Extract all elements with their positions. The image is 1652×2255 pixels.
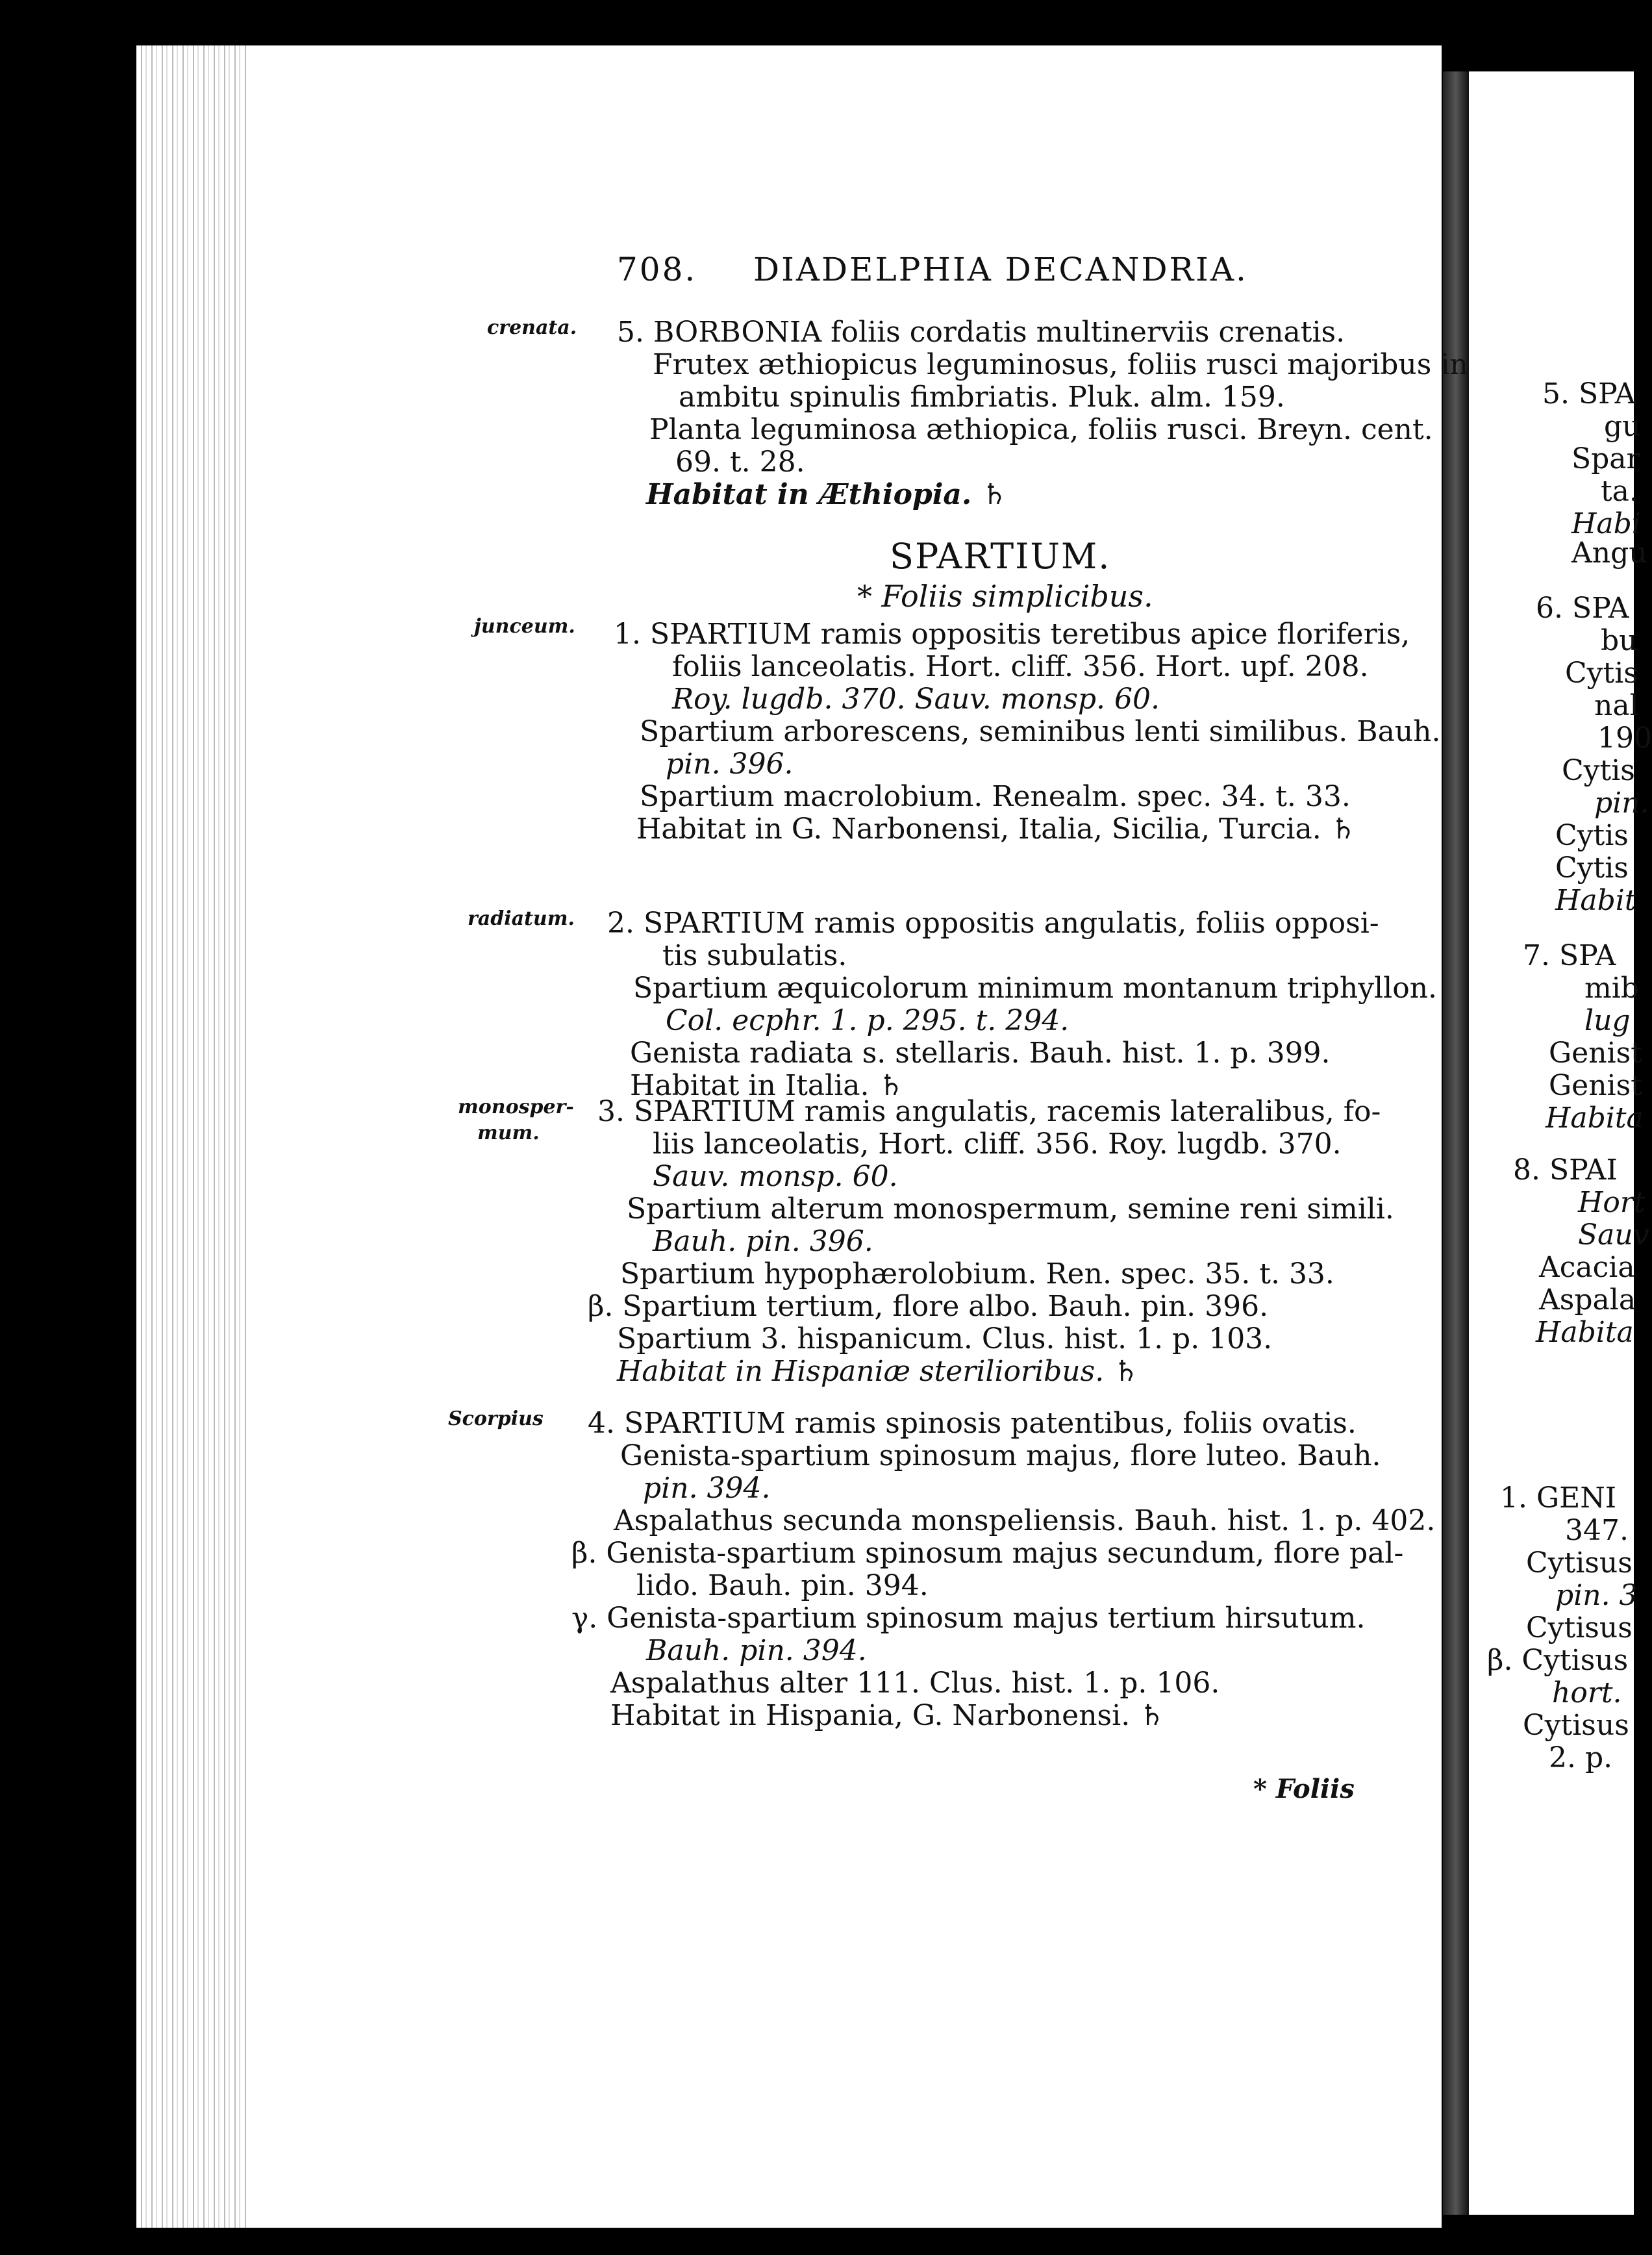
margin-label: crenata. — [487, 316, 577, 339]
right-fragment: 8. SPAI — [1513, 1153, 1618, 1187]
text-line: 3. SPARTIUM ramis angulatis, racemis lateralibus, fo- — [597, 1095, 1381, 1128]
text-line: liis lanceolatis, Hort. cliff. 356. Roy. lugdb. 370. — [653, 1128, 1342, 1161]
right-fragment: 1. GENI — [1500, 1481, 1617, 1515]
text-line: ambitu spinulis fimbriatis. Pluk. alm. 159. — [679, 381, 1285, 414]
margin-label: Scorpius — [448, 1407, 544, 1430]
margin-label: mum. — [477, 1122, 540, 1144]
genus-heading: SPARTIUM. — [890, 536, 1111, 577]
right-fragment: 347. — [1565, 1514, 1629, 1547]
subheading: * Foliis simplicibus. — [857, 579, 1153, 614]
text-line: Habitat in Italia. ♄ — [630, 1069, 904, 1102]
text-line: pin. 396. — [666, 748, 794, 781]
right-fragment: 6. SPA — [1536, 592, 1629, 625]
right-fragment: 2. p. — [1549, 1741, 1613, 1774]
right-fragment: β. Cytisus — [1487, 1644, 1629, 1677]
text-line: lido. Bauh. pin. 394. — [636, 1569, 929, 1602]
right-fragment: Habita — [1546, 1102, 1644, 1135]
right-fragment: Habita — [1536, 1316, 1634, 1349]
text-line: Aspalathus secunda monspeliensis. Bauh. hist. 1. p. 402. — [614, 1504, 1436, 1537]
text-line: Habitat in Hispania, G. Narbonensi. ♄ — [610, 1699, 1165, 1732]
right-fragment: Cytisus — [1523, 1709, 1629, 1742]
text-line: Bauh. pin. 394. — [646, 1634, 867, 1667]
catchword: * Foliis — [1253, 1774, 1355, 1804]
text-line: 4. SPARTIUM ramis spinosis patentibus, foliis ovatis. — [588, 1407, 1357, 1440]
right-fragment: nal — [1594, 689, 1639, 722]
right-fragment: Cytis — [1555, 819, 1629, 852]
right-fragment: mib — [1584, 972, 1639, 1005]
right-fragment: pin. 3 — [1555, 1579, 1638, 1612]
right-fragment: 5. SPA — [1542, 377, 1636, 410]
text-line: 69. t. 28. — [675, 446, 805, 479]
text-line: 1. SPARTIUM ramis oppositis teretibus apice floriferis, — [614, 618, 1410, 651]
right-fragment: Genist — [1549, 1069, 1642, 1102]
text-line: tis subulatis. — [662, 939, 847, 972]
text-line: Habitat in Hispaniæ sterilioribus. ♄ — [617, 1355, 1139, 1388]
text-line: Col. ecphr. 1. p. 295. t. 294. — [666, 1004, 1070, 1037]
page-edges — [136, 45, 247, 2228]
text-line: γ. Genista-spartium spinosum majus tertium hirsutum. — [571, 1602, 1366, 1635]
right-fragment: Cytis — [1562, 754, 1635, 787]
text-line: Genista-spartium spinosum majus, flore luteo. Bauh. — [620, 1439, 1381, 1472]
text-line: Genista radiata s. stellaris. Bauh. hist. 1. p. 399. — [630, 1037, 1331, 1070]
right-fragment: Genist — [1549, 1037, 1642, 1070]
text-line: pin. 394. — [643, 1472, 771, 1505]
right-fragment: Cytisus — [1526, 1611, 1633, 1644]
text-line: β. Spartium tertium, flore albo. Bauh. pin. 396. — [588, 1290, 1269, 1323]
right-fragment: Habit — [1555, 884, 1636, 917]
text-line: Sauv. monsp. 60. — [653, 1160, 898, 1193]
text-line: Spartium hypophærolobium. Ren. spec. 35. t. 33. — [620, 1257, 1334, 1291]
text-line: Spartium macrolobium. Renealm. spec. 34. t. 33. — [640, 780, 1351, 813]
text-line: Spartium arborescens, seminibus lenti similibus. Bauh. — [640, 715, 1441, 748]
right-fragment: gu — [1604, 410, 1641, 443]
margin-label: radiatum. — [468, 907, 575, 930]
right-fragment: pin. — [1594, 787, 1649, 820]
margin-label: junceum. — [474, 615, 575, 638]
right-fragment: 7. SPA — [1523, 939, 1616, 972]
text-line: Aspalathus alter 111. Clus. hist. 1. p. 106. — [610, 1667, 1220, 1700]
right-fragment: lug — [1584, 1004, 1631, 1037]
text-line: Spartium æquicolorum minimum montanum triphyllon. — [633, 972, 1438, 1005]
right-fragment: Aspala — [1539, 1283, 1636, 1316]
right-fragment: Habi — [1571, 507, 1641, 540]
right-fragment: Acacia — [1539, 1251, 1635, 1284]
right-fragment: hort. — [1552, 1676, 1622, 1709]
page-number: 708. — [617, 251, 697, 288]
text-line: Planta leguminosa æthiopica, foliis rusci. Breyn. cent. — [649, 413, 1433, 446]
text-line: Habitat in G. Narbonensi, Italia, Sicilia, Turcia. ♄ — [636, 813, 1357, 846]
right-fragment: Sauv — [1578, 1218, 1649, 1252]
right-fragment: Cytis — [1565, 657, 1638, 690]
right-fragment: Spar — [1571, 442, 1640, 475]
text-line: foliis lanceolatis. Hort. cliff. 356. Hort. upf. 208. — [672, 650, 1369, 683]
right-fragment: bu — [1601, 624, 1638, 657]
right-fragment: Cytis — [1555, 851, 1629, 885]
text-line: 2. SPARTIUM ramis oppositis angulatis, foliis opposi- — [607, 907, 1379, 940]
text-line: Frutex æthiopicus leguminosus, foliis rusci majoribus in — [653, 348, 1468, 381]
right-fragment: Angu — [1571, 536, 1647, 570]
book-spine — [1443, 71, 1469, 2215]
text-line: Spartium alterum monospermum, semine reni simili. — [627, 1192, 1394, 1226]
text-line: 5. BORBONIA foliis cordatis multinerviis crenatis. — [617, 316, 1345, 349]
text-line: Roy. lugdb. 370. Sauv. monsp. 60. — [672, 683, 1160, 716]
running-title: DIADELPHIA DECANDRIA. — [753, 251, 1248, 288]
right-fragment: Cytisus — [1526, 1546, 1633, 1580]
text-line: Habitat in Æthiopia. ♄ — [646, 478, 1008, 511]
margin-label: monosper- — [458, 1096, 574, 1118]
right-fragment: ta. — [1601, 475, 1638, 508]
text-line: β. Genista-spartium spinosum majus secundum, flore pal- — [571, 1537, 1404, 1570]
text-line: Bauh. pin. 396. — [653, 1225, 873, 1258]
right-fragment: Hort — [1578, 1186, 1646, 1219]
text-line: Spartium 3. hispanicum. Clus. hist. 1. p. 103. — [617, 1322, 1273, 1355]
right-fragment: 190 — [1597, 722, 1652, 755]
